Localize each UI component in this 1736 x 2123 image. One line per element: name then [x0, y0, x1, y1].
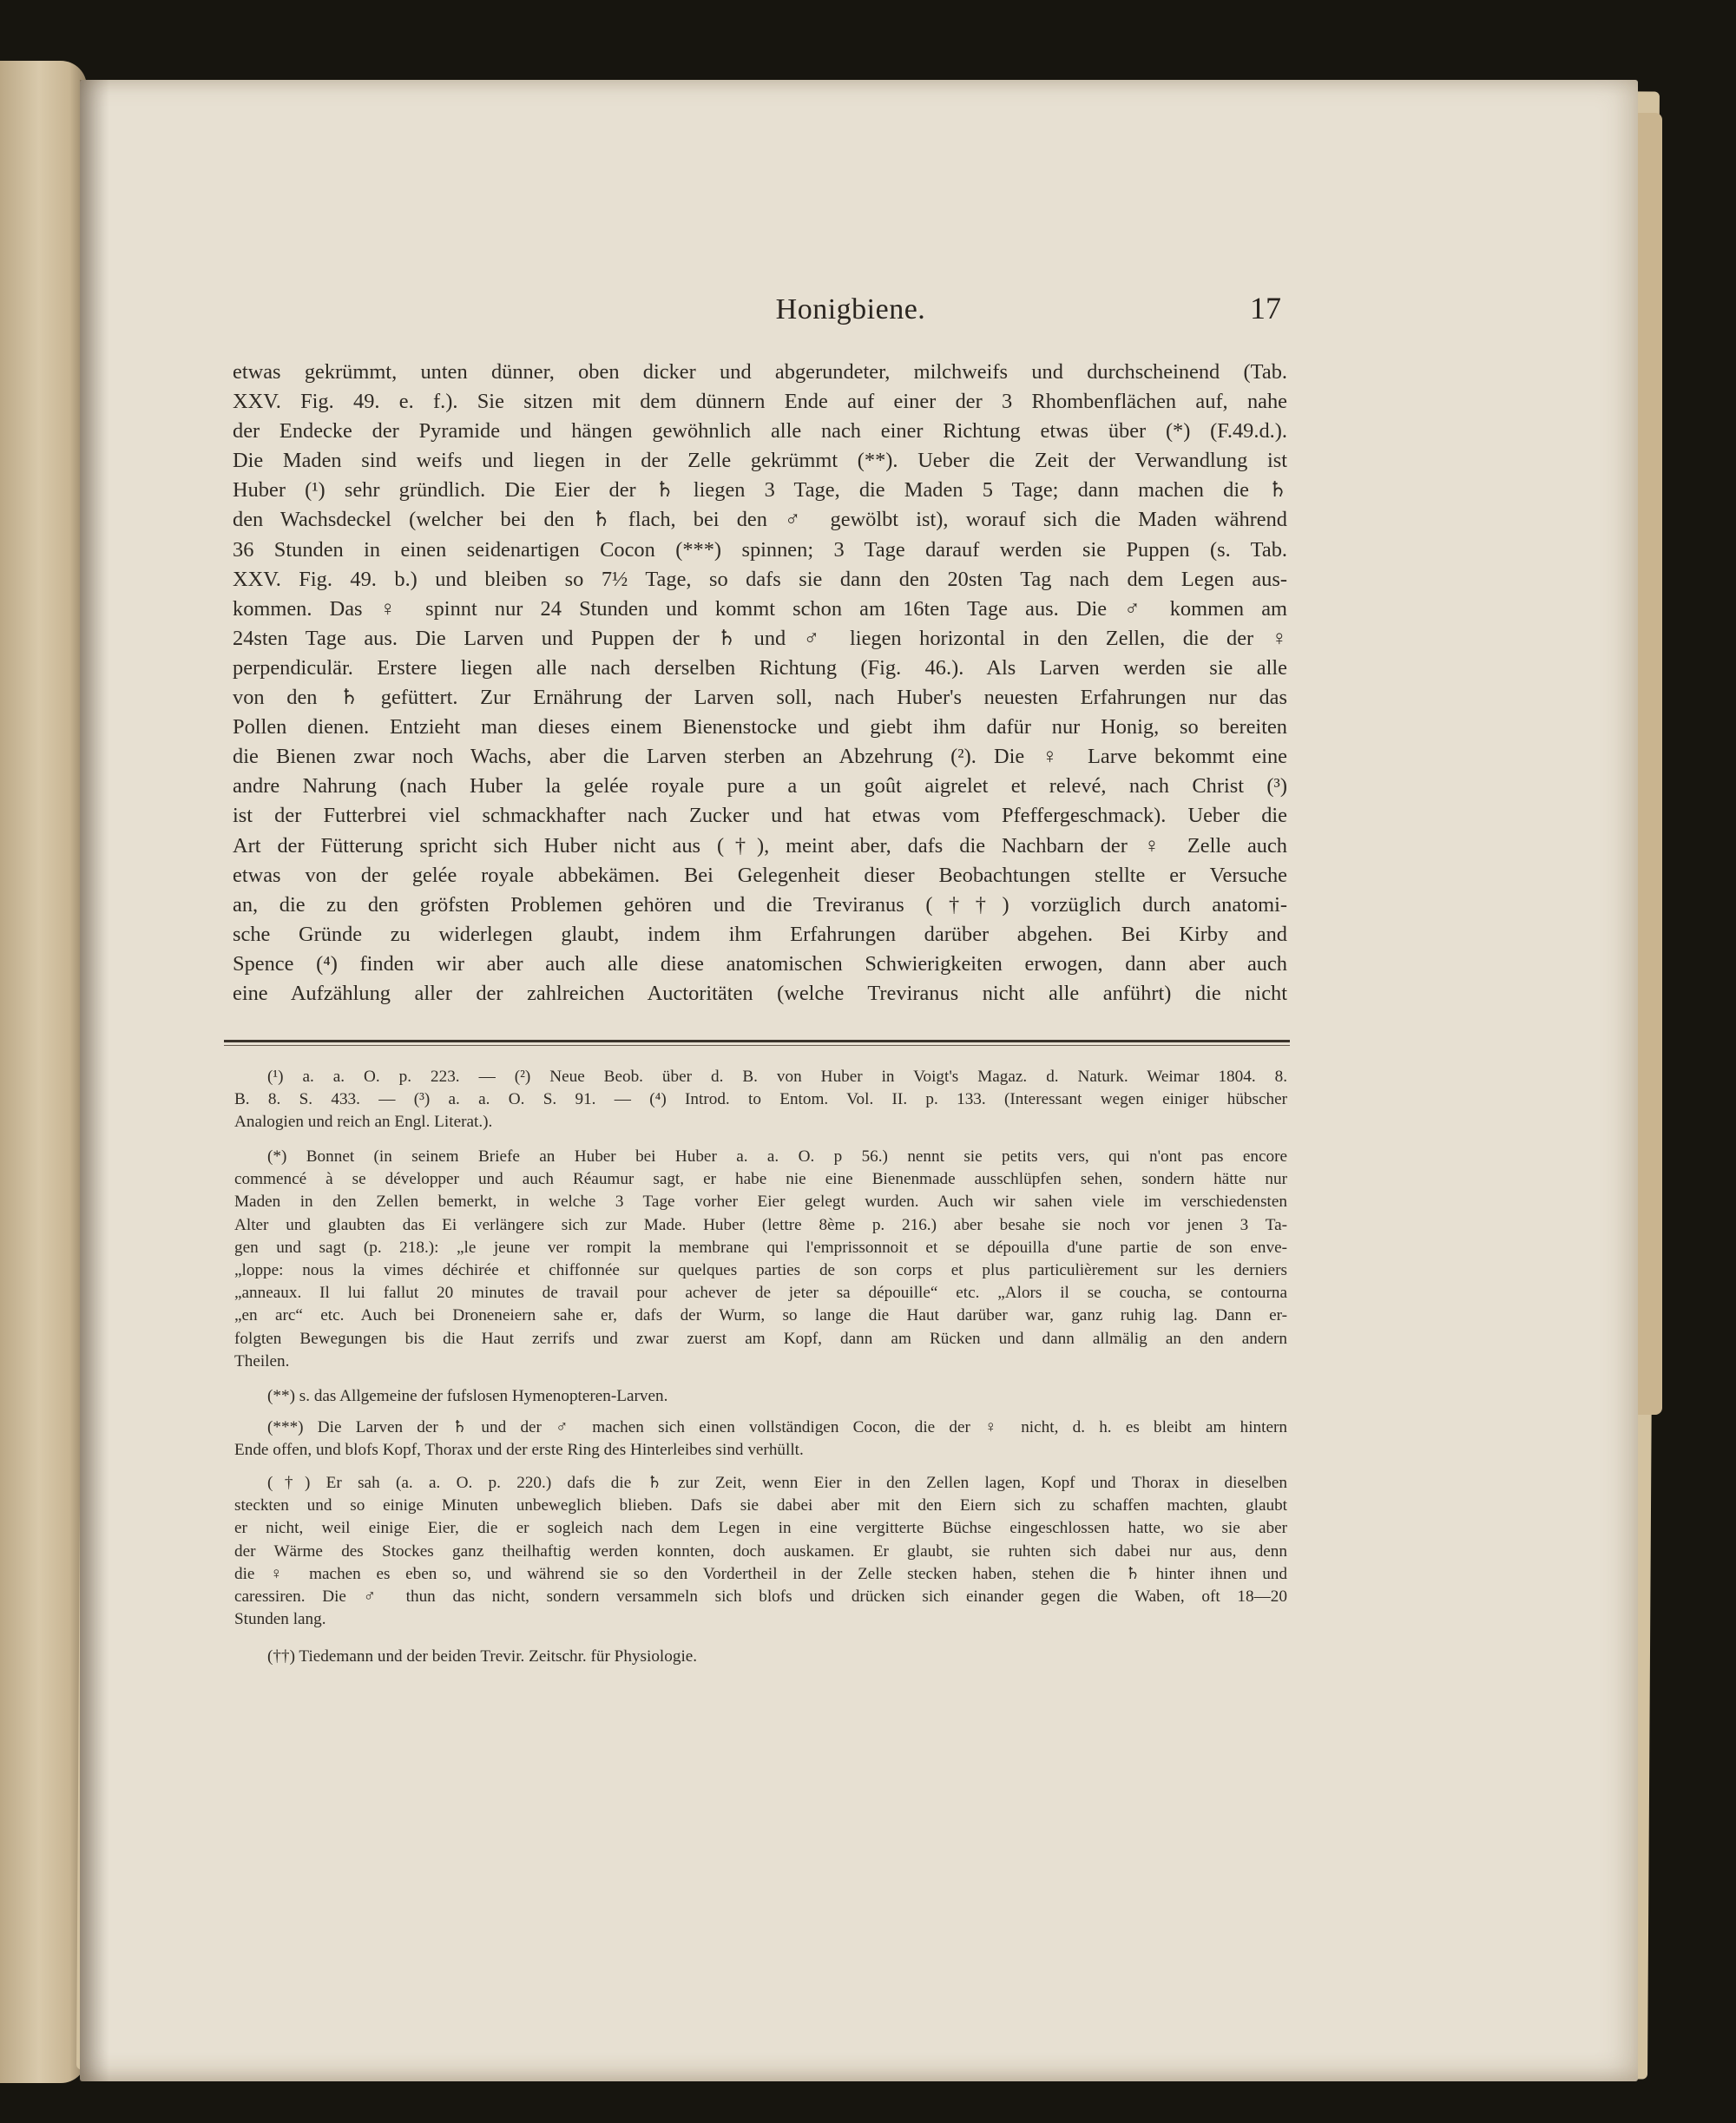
footnote-star [234, 1146, 1287, 1373]
footnote-line: Theilen. [234, 1351, 290, 1370]
footnote-line: er nicht, weil einige Eier, die er sogleich nach dem Legen in eine vergitterte Büchse eingeschlossen hatte, wo sie aber [234, 1519, 1287, 1538]
footnote-double-dagger [234, 1646, 1287, 1668]
footnote-line: steckten und so einige Minuten unbeweglich blieben. Dafs sie dabei aber mit den Eiern sich zu schaffen machten, glaubt [234, 1496, 1287, 1515]
footnote-line: die ♀ machen es eben so, und während sie so den Vordertheil in der Zelle stecken haben, stehen die ♄ hinter ihnen und [234, 1564, 1287, 1583]
body-text-line: die Bienen zwar noch Wachs, aber die Larven sterben an Abzehrung (²). Die ♀ Larve bekommt eine [233, 745, 1287, 769]
footnote-line: (**) s. das Allgemeine der fufslosen Hymenopteren-Larven. [267, 1387, 668, 1405]
footnote-dagger [234, 1472, 1287, 1631]
body-text-line: perpendiculär. Erstere liegen alle nach derselben Richtung (Fig. 46.). Als Larven werden sie alle [233, 655, 1287, 680]
page-number: 17 [1250, 291, 1281, 325]
footnote-line: (*) Bonnet (in seinem Briefe an Huber bei Huber a. a. O. p 56.) nennt sie petits vers, qui n'ont pas encore [267, 1147, 1287, 1166]
footnote-line: „loppe: nous la vimes déchirée et chiffonnée sur quelques parties de son corps et plus particulièrement sur les derniers [234, 1261, 1287, 1280]
footnote-double-star [234, 1385, 1287, 1408]
footnote-line: „anneaux. Il lui fallut 20 minutes de travail pour achever de jeter sa dépouille“ etc. „Alors il se coucha, se contourna [234, 1284, 1287, 1303]
body-text-line: 24sten Tage aus. Die Larven und Puppen der ♄ und ♂ liegen horizontal in den Zellen, die der ♀ [233, 626, 1287, 650]
body-text-line: eine Aufzählung aller der zahlreichen Auctoritäten (welche Treviranus nicht alle anführt) die nicht [233, 981, 1287, 1005]
footnote-line: Maden in den Zellen bemerkt, in welche 3 Tage vorher Eier gelegt wurden. Auch wir sahen viele im verschiedensten [234, 1193, 1287, 1212]
body-text-line: an, die zu den gröfsten Problemen gehören und die Treviranus (††) vorzüglich durch anatomi- [233, 892, 1287, 917]
footnote-line: gen und sagt (p. 218.): „le jeune ver rompit la membrane qui l'emprissonnoit et se dépouilla d'une partie de son enve- [234, 1238, 1287, 1257]
footnote-line: „en arc“ etc. Auch bei Droneneiern sahe er, dafs der Wurm, so lange die Haut darüber war, ganz ruhig lag. Dann er- [234, 1306, 1287, 1325]
footnote-triple-star [234, 1416, 1287, 1462]
body-text-line: andre Nahrung (nach Huber la gelée royale pure a un goût aigrelet et relevé, nach Christ (³) [233, 774, 1287, 799]
body-text-line: sche Gründe zu widerlegen glaubt, indem ihm Erfahrungen darüber abgehen. Bei Kirby and [233, 922, 1287, 946]
footnote-line: Stunden lang. [234, 1610, 326, 1629]
page-gutter-shadow [80, 80, 109, 2081]
body-text-line: Art der Fütterung spricht sich Huber nicht aus (†), meint aber, dafs die Nachbarn der ♀ Zelle auch [233, 833, 1287, 858]
footnote-line: commencé à se développer und auch Réaumur sagt, er habe nie eine Bienenmade ausschlüpfen sehen, sondern hätte nur [234, 1170, 1287, 1189]
main-text-block [233, 358, 1287, 1009]
footnote-line: folgten Bewegungen bis die Haut zerrifs und zwar zuerst am Kopf, dann am Rücken und dann allmälig an den andern [234, 1329, 1287, 1348]
footnote-separator-thin-rule [224, 1045, 1290, 1046]
footnote-line: Analogien und reich an Engl. Literat.). [234, 1113, 493, 1132]
body-text-line: Die Maden sind weifs und liegen in der Zelle gekrümmt (**). Ueber die Zeit der Verwandlung ist [233, 449, 1287, 473]
running-title: Honigbiene. [775, 293, 926, 325]
body-text-line: der Endecke der Pyramide und hängen gewöhnlich alle nach einer Richtung etwas über (*) (F.49.d.). [233, 419, 1287, 444]
footnote-line: caressiren. Die ♂ thun das nicht, sondern versammeln sich blofs und drücken sich einander gegen die Waben, oft 18—20 [234, 1587, 1287, 1607]
body-text-line: etwas von der gelée royale abbekämen. Bei Gelegenheit dieser Beobachtungen stellte er Versuche [233, 863, 1287, 887]
body-text-line: Huber (¹) sehr gründlich. Die Eier der ♄ liegen 3 Tage, die Maden 5 Tage; dann machen die ♄ [233, 478, 1287, 503]
footnote-separator-rule [224, 1040, 1290, 1042]
body-text-line: von den ♄ gefüttert. Zur Ernährung der Larven soll, nach Huber's neuesten Erfahrungen nur das [233, 686, 1287, 710]
body-text-line: XXV. Fig. 49. b.) und bleiben so 7½ Tage, so dafs sie dann den 20sten Tag nach dem Legen aus- [233, 567, 1287, 591]
footnote-line: der Wärme des Stockes ganz theilhaftig werden konnten, doch auskamen. Er glaubt, sie ruhten sich dabei nur aus, denn [234, 1541, 1287, 1561]
footnote-line: (††) Tiedemann und der beiden Trevir. Zeitschr. für Physiologie. [267, 1647, 698, 1666]
body-text-line: 36 Stunden in einen seidenartigen Cocon (***) spinnen; 3 Tage darauf werden sie Puppen (s. Tab. [233, 537, 1287, 562]
footnote-line: Alter und glaubten das Ei verlängere sich zur Made. Huber (lettre 8ème p. 216.) aber besahe sie noch vor jenen 3 Ta- [234, 1215, 1287, 1234]
body-text-line: Spence (⁴) finden wir aber auch alle diese anatomischen Schwierigkeiten erwogen, dann aber auch [233, 951, 1287, 976]
facing-page-edge [0, 61, 87, 2083]
footnote-line: (¹) a. a. O. p. 223. — (²) Neue Beob. über d. B. von Huber in Voigt's Magaz. d. Naturk. Weimar 1804. 8. [267, 1068, 1287, 1086]
body-text-line: ist der Futterbrei viel schmackhafter nach Zucker und hat etwas vom Pfeffergeschmack). Ueber die [233, 804, 1287, 828]
body-text-line: Pollen dienen. Entzieht man dieses einem Bienenstocke und giebt ihm dafür nur Honig, so bereiten [233, 715, 1287, 739]
footnote-line: (†) Er sah (a. a. O. p. 220.) dafs die ♄ zur Zeit, wenn Eier in den Zellen lagen, Kopf und Thorax in dieselben [267, 1474, 1287, 1492]
footnote-line: B. 8. S. 433. — (³) a. a. O. S. 91. — (⁴) Introd. to Entom. Vol. II. p. 133. (Interessant wegen einiger hübscher [234, 1090, 1287, 1109]
footnote-references [234, 1066, 1287, 1134]
body-text-line: etwas gekrümmt, unten dünner, oben dicker und abgerundeter, milchweifs und durchscheinend (Tab. [233, 360, 1287, 384]
body-text-line: XXV. Fig. 49. e. f.). Sie sitzen mit dem dünnern Ende auf einer der 3 Rhombenflächen auf, nahe [233, 390, 1287, 414]
footnote-line: (***) Die Larven der ♄ und der ♂ machen sich einen vollständigen Cocon, die der ♀ nicht, d. h. es bleibt am hintern [267, 1418, 1287, 1436]
body-text-line: kommen. Das ♀ spinnt nur 24 Stunden und kommt schon am 16ten Tage aus. Die ♂ kommen am [233, 596, 1287, 621]
body-text-line: den Wachsdeckel (welcher bei den ♄ flach, bei den ♂ gewölbt ist), worauf sich die Maden während [233, 508, 1287, 532]
footnote-line: Ende offen, und blofs Kopf, Thorax und der erste Ring des Hinterleibes sind verhüllt. [234, 1441, 804, 1460]
